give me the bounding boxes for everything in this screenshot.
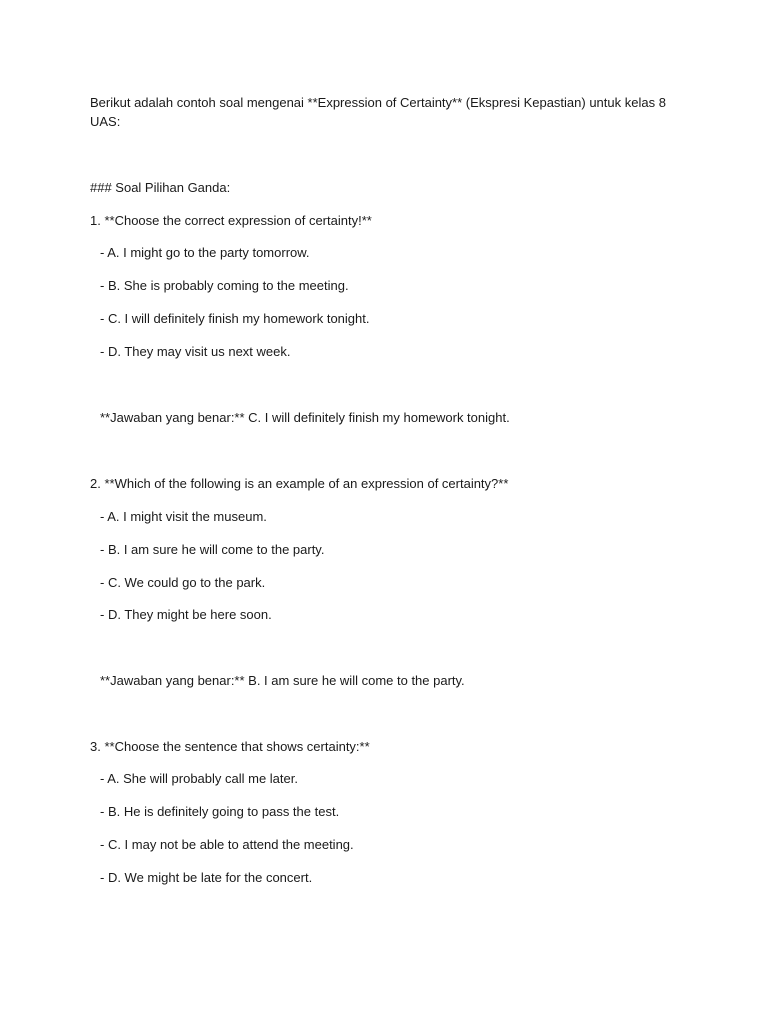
question-2: 2. **Which of the following is an example of an expression of certainty?** [90, 476, 509, 491]
intro-text-line-1: Berikut adalah contoh soal mengenai **Expression of Certainty** (Ekspresi Kepastian) untuk kelas 8 [90, 95, 666, 110]
question-2-answer: **Jawaban yang benar:** B. I am sure he will come to the party. [100, 673, 465, 688]
question-1-option-c: - C. I will definitely finish my homework tonight. [100, 311, 370, 326]
section-heading: ### Soal Pilihan Ganda: [90, 180, 231, 195]
question-1-answer: **Jawaban yang benar:** C. I will definitely finish my homework tonight. [100, 410, 510, 425]
question-2-option-b: - B. I am sure he will come to the party. [100, 542, 325, 557]
question-2-option-c: - C. We could go to the park. [100, 575, 266, 590]
question-1-option-a: - A. I might go to the party tomorrow. [100, 245, 310, 260]
question-1-option-b: - B. She is probably coming to the meeting. [100, 278, 349, 293]
intro-text-line-2: UAS: [90, 114, 121, 129]
question-2-option-a: - A. I might visit the museum. [100, 509, 267, 524]
question-2-option-d: - D. They might be here soon. [100, 607, 272, 622]
question-3-option-a: - A. She will probably call me later. [100, 771, 298, 786]
question-1: 1. **Choose the correct expression of certainty!** [90, 213, 372, 228]
question-3-option-c: - C. I may not be able to attend the meeting. [100, 837, 354, 852]
question-3: 3. **Choose the sentence that shows certainty:** [90, 739, 370, 754]
question-1-option-d: - D. They may visit us next week. [100, 344, 291, 359]
question-3-option-b: - B. He is definitely going to pass the test. [100, 804, 340, 819]
question-3-option-d: - D. We might be late for the concert. [100, 870, 313, 885]
